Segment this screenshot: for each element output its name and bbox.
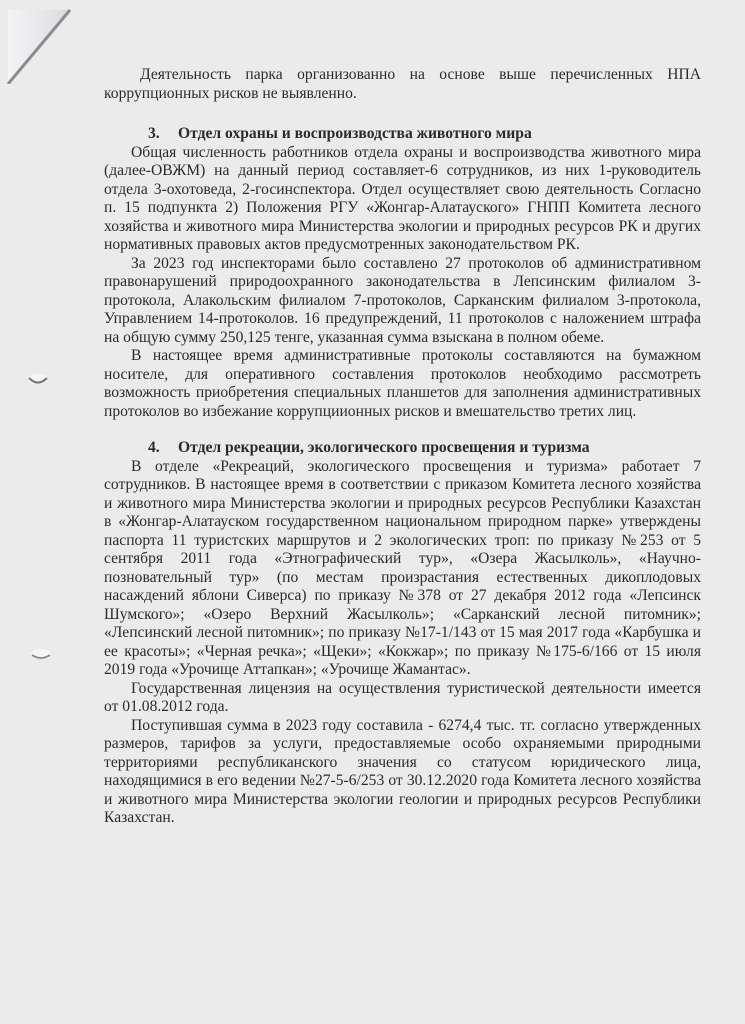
section-4-title: Отдел рекреации, экологического просвещения и туризма (178, 439, 590, 456)
section-3-title: Отдел охраны и воспроизводства животного мира (178, 125, 532, 142)
document-page (104, 66, 701, 828)
section-3-heading (104, 125, 701, 144)
scan-fold-mark (4, 4, 74, 84)
section-3-paragraph: За 2023 год инспекторами было составлено 27 протоколов об административном правонарушений природоохранного законодательства в Лепсинским филиалом 3-протокола, Алакольским филиалом 7-протоколов, Сарканским филиалом 3-протокола, Управлением 14-протоколов. 16 предупреждений, 11 протоколов с наложением штрафа на общую сумму 250,125 тенге, указанная сумма взыскана в полном обеме. (104, 254, 701, 346)
punch-hole-icon (27, 373, 49, 385)
section-3-paragraph: Общая численность работников отдела охраны и воспроизводства животного мира (далее-ОВЖМ) на данный период составляет-6 сотрудников, из них 1-руководитель отдела 3-охотоведа, 2-госинспектора. Отдел осуществляет свою деятельность Согласно п. 15 подпункта 2) Положения РГУ «Жонгар-Алатауского» ГНПП Комитета лесного хозяйства и животного мира Министерства экологии и природных ресурсов РК и других нормативных правовых актов предусмотренных законодательством РК. (104, 143, 701, 253)
section-4-paragraph: Государственная лицензия на осуществления туристической деятельности имеется от 01.08.2012 года. (104, 679, 701, 715)
section-4-paragraph: В отделе «Рекреаций, экологического просвещения и туризма» работает 7 сотрудников. В настоящее время в соответствии с приказом Комитета лесного хозяйства и животного мира Министерства экологии и природных ресурсов Республики Казахстан в «Жонгар-Алатауском государственном национальном природном парке» утверждены паспорта 11 туристских маршрутов и 2 экологических троп: по приказу №253 от 5 сентября 2011 года «Этнографический тур», «Озера Жасылколь», «Научно-позновательный тур» (по местам произрастания естественных дикоплодовых насаждений яблони Сиверса) по приказу №378 от 27 декабря 2012 года «Лепсинск Шумского»; «Озеро Верхний Жасылколь»; «Сарканский лесной питомник»; «Лепсинский лесной питомник»; по приказу №17-1/143 от 15 мая 2017 года «Карбушка и ее красоты»; «Черная речка»; «Щеки»; «Кокжар»; по приказу №175-6/166 от 15 июля 2019 года «Урочище Аттапкан»; «Урочище Жамантас». (104, 457, 701, 678)
section-4-paragraph: Поступившая сумма в 2023 году составила - 6274,4 тыс. тг. согласно утвержденных размеров, тарифов за услуги, предоставляемые особо охраняемыми природными территориями республиканского значения со статусом юридического лица, находящимися в его ведении №27-5-6/253 от 30.12.2020 года Комитета лесного хозяйства и животного мира Министерства экологии геологии и природных ресурсов Республики Казахстан. (104, 716, 701, 826)
section-3-paragraph: В настоящее время административные протоколы составляются на бумажном носителе, для оперативного составления протоколов необходимо рассмотреть возможность приобретения специальных планшетов для заполнения административных протоколов во избежание коррупциионных рисков и вмешательство третих лиц. (104, 347, 701, 420)
punch-hole-icon (30, 648, 52, 660)
section-4-heading (104, 439, 701, 458)
intro-paragraph: Деятельность парка организованно на основе выше перечисленных НПА коррупционных рисков не выявленно. (104, 66, 701, 102)
section-3-number: 3. (148, 125, 160, 142)
section-4-number: 4. (148, 439, 160, 456)
